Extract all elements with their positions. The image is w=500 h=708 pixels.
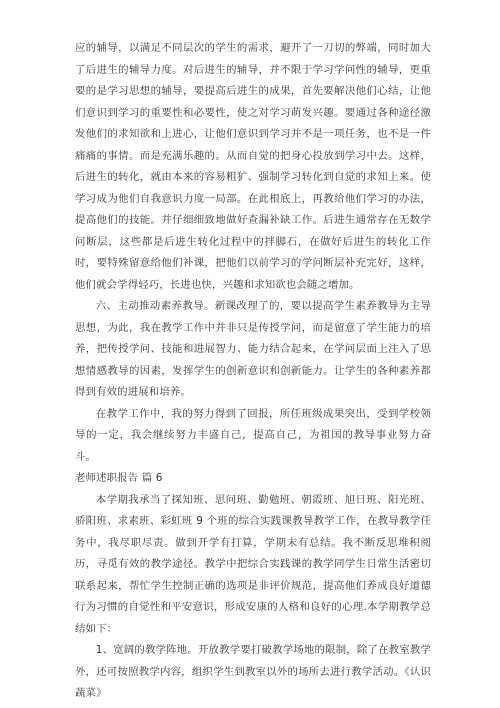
- section-heading: 老师述职报告 篇 6: [75, 472, 163, 484]
- paragraph-semester-overview: 本学期我承当了探知班、思问班、勤勉班、朝霞班、旭日班、阳光班、骄阳班、求素班、彩虹班 9 个班的综合实践课教导教学工作，在教导教学任务中，我尽职尽责。做到开学有打算，学期末有总结。我不断反思堆积阅历，寻觅有效的教学途径。教学中把综合实践课的教学同学生日常生活密切联系起来，帮忙学生控制正确的选项是非评价规范，提高他们养成良好道德行为习惯的自觉性和平安意识，形成安康的人格和良好的心理.本学期教学总结如下：: [75, 493, 431, 635]
- paragraph-teaching-venue: 1、宽阔的教学阵地。开放教学要打破教学场地的限制，除了在教室教学外，还可按照教学内容，组织学生到教室以外的场所去进行教学活动。《认识蔬菜》: [75, 644, 431, 699]
- paragraph-conclusion: 在教学工作中，我的努力得到了回报，所任班级成果突出，受到学校领导的一定，我会继续努力丰盛自己，提高自己，为祖国的教导事业努力奋斗。: [75, 407, 431, 463]
- paragraph-underachiever-tutoring: 应的辅导，以满足不同层次的学生的需求，避开了一刀切的弊端，同时加大了后进生的辅导力度。对后进生的辅导，并不限于学习学问性的辅导，更重要的是学习思想的辅导，要提高后进生的成果，首先要解决他们心结，让他们意识到学习的重要性和必要性，使之对学习萌发兴趣。要通过各种途径激发他们的求知欲和上进心，让他们意识到学习并不是一项任务，也不是一件痛痛的事情。而是充满乐趣的。从而自觉的把身心投放到学习中去。这样，后进生的转化，就由本来的容易粗犷、强制学习转化到自觉的求知上来。使学习成为他们自我意识力度一局部。在此根底上，再教给他们学习的办法，提高他们的技能。并仔细细致地做好查漏补缺工作。后进生通常存在无数学问断层，这些都是后进生转化过程中的拌脚石，在做好后进生的转化工作时，要特殊留意给他们补课，把他们以前学习的学问断层补充完好，这样，他们就会学得轻巧，长进也快，兴趣和求知欲也会随之增加。: [75, 42, 431, 291]
- document-body: [75, 38, 431, 705]
- paragraph-quality-education: 六、主动推动素养教导。新课改理了的，要以提高学生素养教导为主导思想，为此，我在教学工作中并非只是传授学问，而是留意了学生能力的培养，把传授学问、技能和进展智力、能力结合起来，在学问层面上注入了思想情感教导的因素，发挥学生的创新意识和创新能力。让学生的各种素养都得到有效的进展和培养。: [75, 300, 431, 398]
